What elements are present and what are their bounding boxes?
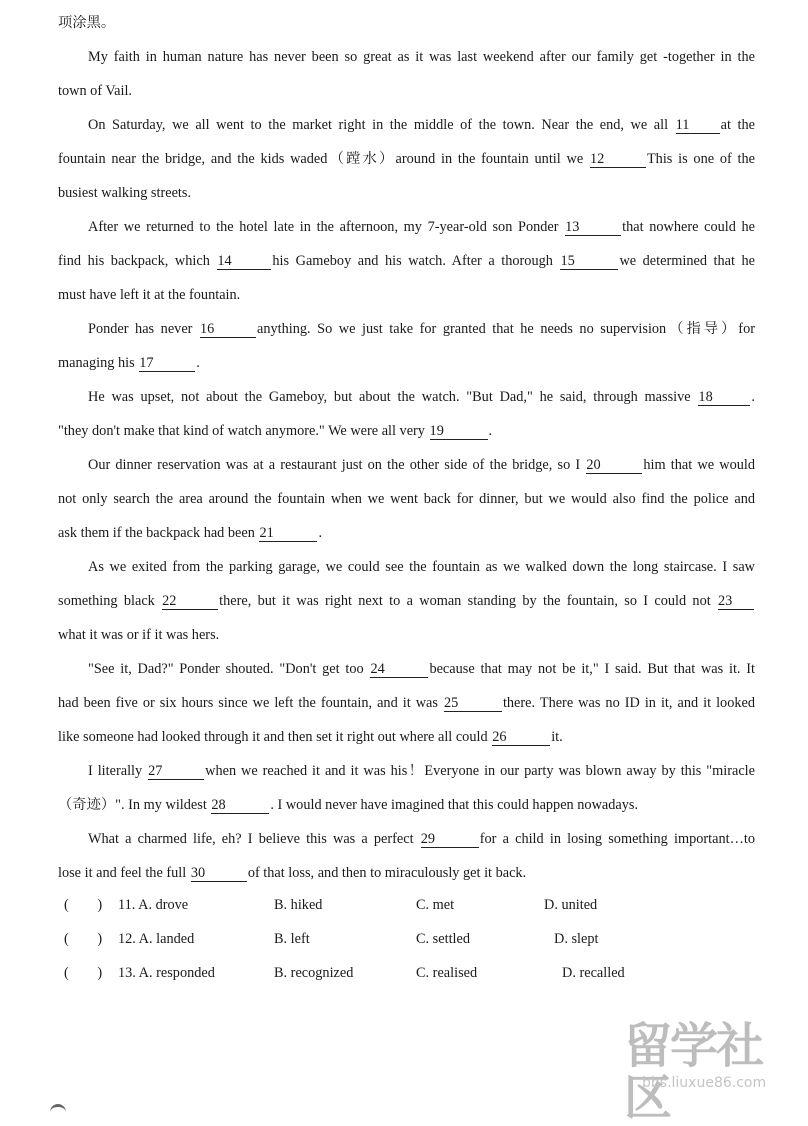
text-run: when we reached it and it was his！Everyone in our party was blown away by this "miracle: [205, 763, 755, 779]
text-run: at the: [720, 117, 756, 133]
option-b: B. left: [274, 931, 310, 947]
paragraph-line: what it was or if it was hers.: [58, 627, 220, 643]
text-run: ask them if the backpack had been: [58, 525, 259, 541]
site-watermark: [624, 1018, 794, 1126]
text-run: of that loss, and then to miraculously get it back.: [247, 865, 527, 881]
text-run: had been five or six hours since we left the fountain, and it was: [58, 695, 443, 711]
text-run: lose it and feel the full: [58, 865, 190, 881]
paragraph-line: [58, 584, 755, 618]
paragraph-line: not only search the area around the fountain when we went back for dinner, but we would also find the police and: [58, 491, 755, 507]
option-d: D. united: [544, 897, 598, 913]
blank-13: 13: [565, 219, 621, 236]
paragraph-line: [58, 312, 755, 346]
option-b: B. recognized: [274, 965, 354, 981]
blank-14: 14: [217, 253, 271, 270]
text-run: .: [196, 355, 200, 371]
blank-18: 18: [698, 389, 750, 406]
option-b: B. hiked: [274, 897, 323, 913]
option-a: 12. A. landed: [118, 931, 195, 947]
paragraph-line: [58, 754, 755, 788]
paragraph-line: As we exited from the parking garage, we could see the fountain as we walked down the long staircase. I saw: [88, 559, 755, 575]
text-run: we determined that he: [619, 253, 755, 269]
paragraph-line: [58, 210, 755, 244]
text-run: managing his: [58, 355, 139, 371]
header-fragment: 项涂黑。: [58, 15, 116, 31]
paragraph-line: [58, 652, 755, 686]
text-run: anything. So we just take for granted that he needs no supervision（指导）for: [256, 321, 755, 337]
text-run: that nowhere could he: [622, 219, 756, 235]
blank-22: 22: [162, 593, 218, 610]
blank-26: 26: [492, 729, 550, 746]
paragraph-line: must have left it at the fountain.: [58, 287, 241, 303]
paragraph-line: [58, 856, 755, 890]
paragraph-line: town of Vail.: [58, 83, 132, 99]
answer-bracket[interactable]: ( ): [64, 965, 103, 981]
passage: [58, 6, 755, 890]
text-run: because that may not be it," I said. But that was it. It: [429, 661, 755, 677]
text-run: there. There was no ID in it, and it looked: [502, 695, 755, 711]
paragraph-line: [58, 244, 755, 278]
option-c: C. met: [416, 897, 455, 913]
text-run: like someone had looked through it and then set it right out where all could: [58, 729, 492, 745]
blank-11: 11: [676, 117, 720, 134]
blank-12: 12: [590, 151, 646, 168]
blank-16: 16: [200, 321, 256, 338]
text-run: for a child in losing something important…to: [479, 831, 755, 847]
text-run: his Gameboy and his watch. After a thorough: [272, 253, 560, 269]
text-run: On Saturday, we all went to the market right in the middle of the town. Near the end, we all: [88, 117, 675, 133]
paragraph-line: [58, 380, 755, 414]
paragraph-line: [58, 516, 755, 550]
blank-19: 19: [430, 423, 488, 440]
text-run: .: [488, 423, 493, 439]
text-run: Our dinner reservation was at a restaurant just on the other side of the bridge, so I: [88, 457, 586, 473]
text-run: "See it, Dad?" Ponder shouted. "Don't get too: [88, 661, 370, 677]
paragraph-line: [58, 788, 755, 822]
paragraph-line: busiest walking streets.: [58, 185, 192, 201]
text-run: Ponder has never: [88, 321, 199, 337]
option-d: D. slept: [554, 931, 599, 947]
blank-20: 20: [586, 457, 642, 474]
text-run: What a charmed life, eh? I believe this was a perfect: [88, 831, 420, 847]
text-run: .: [751, 389, 755, 405]
option-row: [58, 956, 758, 990]
option-c: C. settled: [416, 931, 471, 947]
text-run: After we returned to the hotel late in the afternoon, my 7-year-old son Ponder: [88, 219, 565, 235]
blank-24: 24: [370, 661, 428, 678]
text-run: I literally: [88, 763, 148, 779]
blank-23: 23: [718, 593, 754, 610]
blank-15: 15: [560, 253, 618, 270]
paragraph-line: [58, 448, 755, 482]
text-run: . I would never have imagined that this could happen nowadays.: [270, 797, 639, 813]
text-run: something black: [58, 593, 162, 609]
paragraph-line: [58, 822, 755, 856]
text-run: it.: [551, 729, 563, 745]
text-run: （奇迹）". In my wildest: [58, 797, 211, 813]
blank-28: 28: [211, 797, 269, 814]
blank-21: 21: [259, 525, 317, 542]
paragraph-line: [58, 686, 755, 720]
text-run: fountain near the bridge, and the kids waded（蹚水）around in the fountain until we: [58, 151, 589, 167]
paragraph-line: [58, 414, 755, 448]
paragraph-line: [58, 720, 755, 754]
answer-options: [58, 888, 758, 990]
option-row: [58, 888, 758, 922]
option-d: D. recalled: [562, 965, 625, 981]
blank-30: 30: [191, 865, 247, 882]
text-run: This is one of the: [646, 151, 755, 167]
blank-17: 17: [139, 355, 195, 372]
watermark-url: bbs.liuxue86.com: [642, 1075, 767, 1091]
blank-27: 27: [148, 763, 204, 780]
text-run: .: [318, 525, 323, 541]
text-run: find his backpack, which: [58, 253, 217, 269]
blank-25: 25: [444, 695, 502, 712]
option-row: [58, 922, 758, 956]
option-a: 11. A. drove: [118, 897, 189, 913]
answer-bracket[interactable]: ( ): [64, 931, 103, 947]
option-a: 13. A. responded: [118, 965, 215, 981]
paragraph-line: [58, 108, 755, 142]
answer-bracket[interactable]: ( ): [64, 897, 103, 913]
blank-29: 29: [421, 831, 479, 848]
text-run: "they don't make that kind of watch anymore." We were all very: [58, 423, 429, 439]
watermark-logo-text: 留学社区: [624, 1018, 763, 1126]
paragraph-line: My faith in human nature has never been so great as it was last weekend after our family get -together in the: [88, 49, 755, 65]
paragraph-line: [58, 346, 755, 380]
text-run: there, but it was right next to a woman standing by the fountain, so I could not: [219, 593, 717, 609]
text-run: him that we would: [643, 457, 755, 473]
option-c: C. realised: [416, 965, 478, 981]
paragraph-line: [58, 142, 755, 176]
text-run: He was upset, not about the Gameboy, but about the watch. "But Dad," he said, through massive: [88, 389, 698, 405]
